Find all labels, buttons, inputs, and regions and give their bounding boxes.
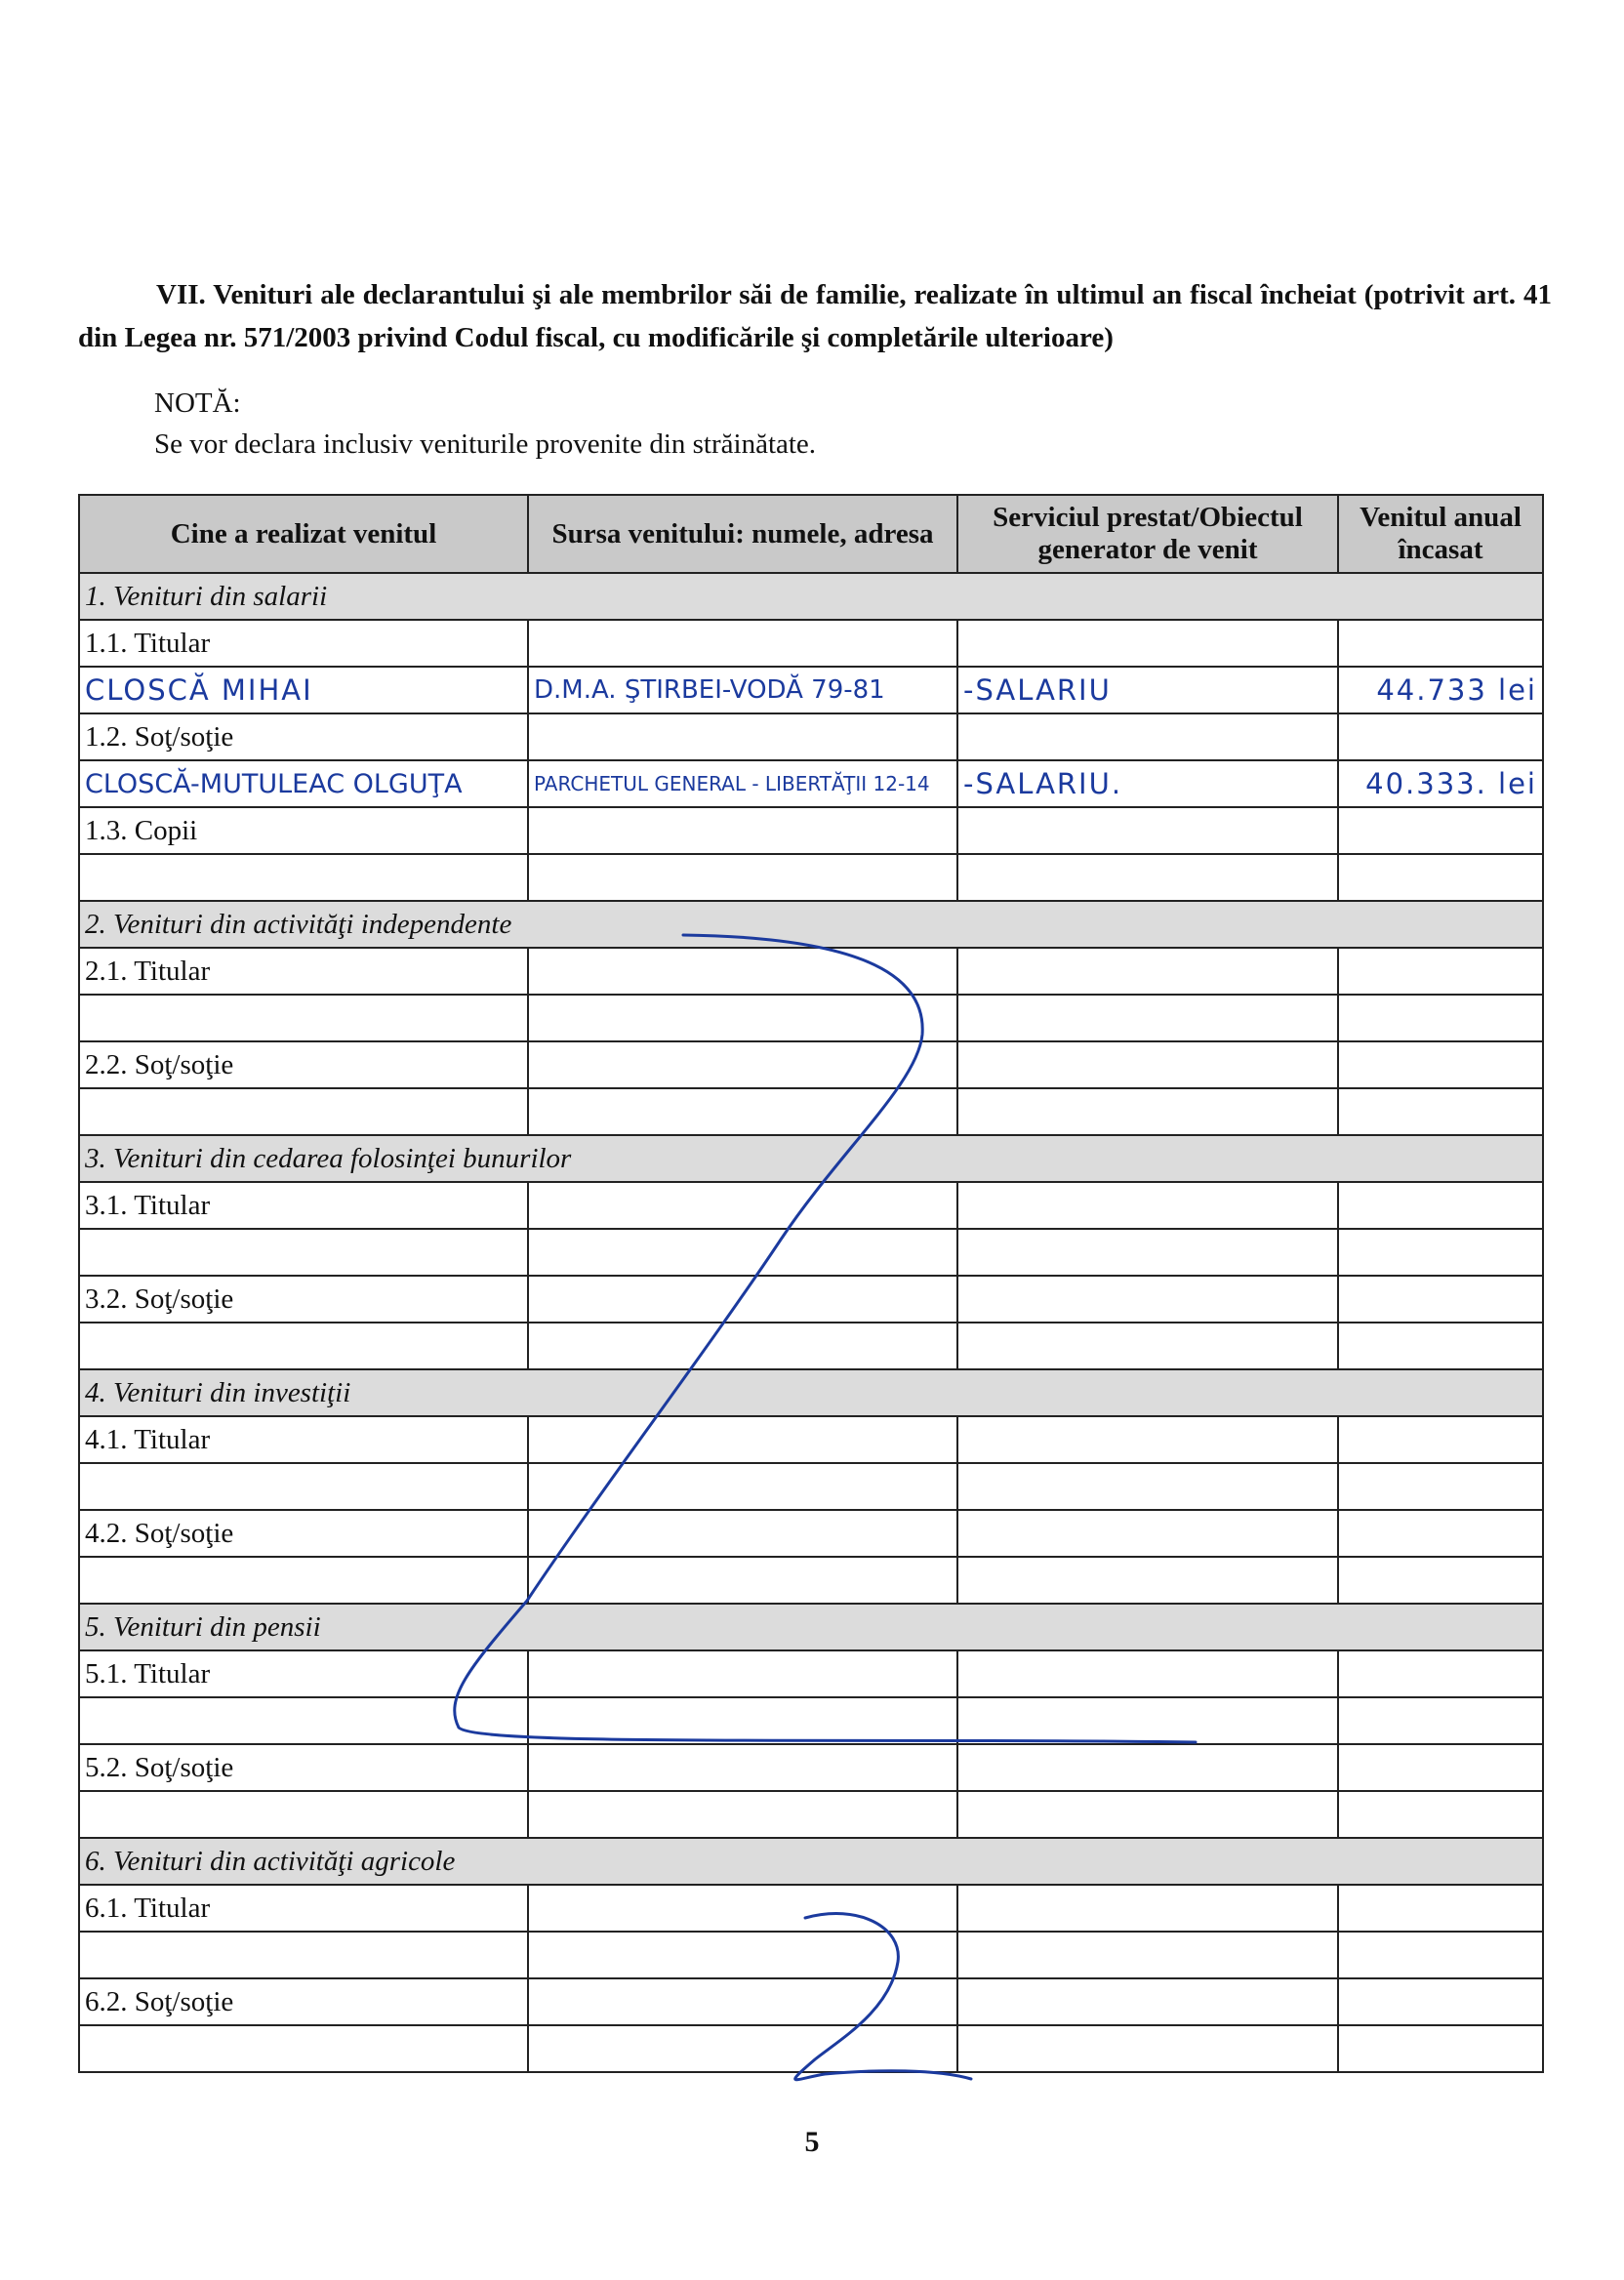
table-row bbox=[79, 1041, 1543, 1088]
section-title: 5. Venituri din pensii bbox=[79, 1604, 1543, 1650]
row-label: 3.2. Soţ/soţie bbox=[79, 1276, 528, 1323]
table-row bbox=[79, 1885, 1543, 1932]
note bbox=[154, 383, 816, 465]
table-row bbox=[79, 1697, 1543, 1744]
section-title: 1. Venituri din salarii bbox=[79, 573, 1543, 620]
row-label: 5.2. Soţ/soţie bbox=[79, 1744, 528, 1791]
row-label: 6.2. Soţ/soţie bbox=[79, 1978, 528, 2025]
section-row bbox=[79, 573, 1543, 620]
table-row bbox=[79, 854, 1543, 901]
entry-source: D.M.A. ŞTIRBEI-VODĂ 79-81 bbox=[528, 667, 957, 713]
entry-service: -SALARIU bbox=[957, 667, 1338, 713]
header-service: Serviciul prestat/Obiectul generator de venit bbox=[957, 495, 1338, 573]
section-heading: VII. Venituri ale declarantului şi ale membrilor săi de familie, realizate în ultimul an fiscal încheiat (potrivit art. 41 din Legea nr. 571/2003 privind Codul fiscal, cu modificările şi completările ulterioare) bbox=[78, 279, 1552, 353]
row-label: 3.1. Titular bbox=[79, 1182, 528, 1229]
income-table bbox=[78, 494, 1542, 2057]
table-row bbox=[79, 1463, 1543, 1510]
table-row bbox=[79, 1510, 1543, 1557]
table-row bbox=[79, 807, 1543, 854]
entry-amount: 40.333. lei bbox=[1338, 760, 1543, 807]
row-label: 2.2. Soţ/soţie bbox=[79, 1041, 528, 1088]
table-row bbox=[79, 995, 1543, 1041]
table-row bbox=[79, 1088, 1543, 1135]
header-who: Cine a realizat venitul bbox=[79, 495, 528, 573]
row-label: 1.2. Soţ/soţie bbox=[79, 713, 528, 760]
header-amount: Venitul anual încasat bbox=[1338, 495, 1543, 573]
note-text: Se vor declara inclusiv veniturile provenite din străinătate. bbox=[154, 428, 817, 460]
entry-who: CLOSCĂ MIHAI bbox=[79, 667, 528, 713]
table-row bbox=[79, 2025, 1543, 2072]
header-source: Sursa venitului: numele, adresa bbox=[528, 495, 957, 573]
section-title: 6. Venituri din activităţi agricole bbox=[79, 1838, 1543, 1885]
row-label: 1.1. Titular bbox=[79, 620, 528, 667]
row-label: 1.3. Copii bbox=[79, 807, 528, 854]
section-row bbox=[79, 1135, 1543, 1182]
header-row bbox=[79, 495, 1543, 573]
row-label: 4.1. Titular bbox=[79, 1416, 528, 1463]
table-row bbox=[79, 1229, 1543, 1276]
entry-source: PARCHETUL GENERAL - LIBERTĂŢII 12-14 bbox=[528, 760, 957, 807]
table-row bbox=[79, 760, 1543, 807]
section-row bbox=[79, 1604, 1543, 1650]
row-label: 2.1. Titular bbox=[79, 948, 528, 995]
table-row bbox=[79, 948, 1543, 995]
section-row bbox=[79, 1369, 1543, 1416]
entry-amount: 44.733 lei bbox=[1338, 667, 1543, 713]
row-label: 6.1. Titular bbox=[79, 1885, 528, 1932]
row-label: 4.2. Soţ/soţie bbox=[79, 1510, 528, 1557]
table-row bbox=[79, 1650, 1543, 1697]
table-row bbox=[79, 1978, 1543, 2025]
entry-service: -SALARIU. bbox=[957, 760, 1338, 807]
section-title: 2. Venituri din activităţi independente bbox=[79, 901, 1543, 948]
section-title: 3. Venituri din cedarea folosinţei bunurilor bbox=[79, 1135, 1543, 1182]
section-row bbox=[79, 1838, 1543, 1885]
page-number: 5 bbox=[804, 2126, 820, 2158]
table-row bbox=[79, 713, 1543, 760]
table-row bbox=[79, 1557, 1543, 1604]
table-row bbox=[79, 1276, 1543, 1323]
table-row bbox=[79, 1182, 1543, 1229]
row-label: 5.1. Titular bbox=[79, 1650, 528, 1697]
table-row bbox=[79, 1932, 1543, 1978]
entry-who: CLOSCĂ-MUTULEAC OLGUŢA bbox=[79, 760, 528, 807]
table-row bbox=[79, 1791, 1543, 1838]
table-row bbox=[79, 620, 1543, 667]
table-row bbox=[79, 1323, 1543, 1369]
note-title: NOTĂ: bbox=[154, 387, 241, 419]
section-row bbox=[79, 901, 1543, 948]
table-row bbox=[79, 667, 1543, 713]
table-row bbox=[79, 1744, 1543, 1791]
table-row bbox=[79, 1416, 1543, 1463]
section-title: 4. Venituri din investiţii bbox=[79, 1369, 1543, 1416]
